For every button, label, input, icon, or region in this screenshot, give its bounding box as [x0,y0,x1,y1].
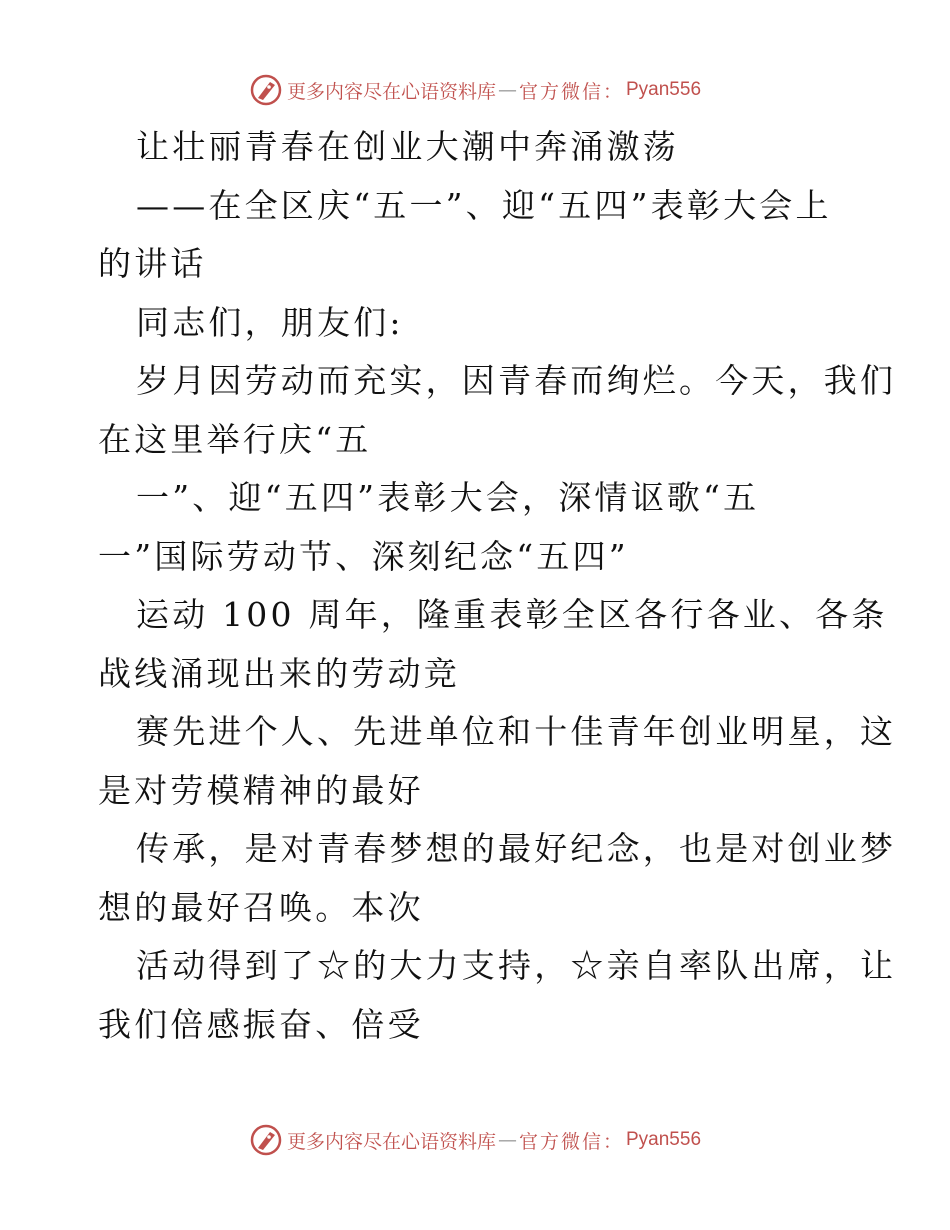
text-line: 传承，是对青春梦想的最好纪念，也是对创业梦 [136,829,897,868]
text-line: 想的最好召唤。本次 [98,887,424,927]
document-body [98,118,897,1054]
watermark-text: 更多内容尽在心语资料库 [286,80,496,103]
watermark-wechat-id: Pyan556 [626,1129,702,1150]
text-line: 同志们，朋友们: [136,302,404,342]
text-line: 是对劳模精神的最好 [98,770,424,810]
text-line: 战线涌现出来的劳动竞 [98,653,460,693]
watermark-wechat-label: 官方微信： [518,1130,624,1153]
text-line: 一”、迎“五四”表彰大会，深情讴歌“五 [136,478,760,517]
text-line: 一”国际劳动节、深刻纪念“五四” [98,536,629,576]
text-line: 运动 100 周年，隆重表彰全区各行各业、各条 [136,595,888,634]
text-line: 赛先进个人、先进单位和十佳青年创业明星，这 [136,712,897,751]
footer-watermark [0,1120,950,1160]
watermark-wechat-id: Pyan556 [626,79,702,100]
header-watermark [0,70,950,110]
text-line: 岁月因劳动而充实，因青春而绚烂。今天，我们 [136,361,897,400]
watermark-text: 更多内容尽在心语资料库 [286,1130,496,1153]
pen-nib-icon [249,73,283,107]
watermark-separator: — [497,1129,517,1151]
watermark-separator: — [497,79,517,101]
text-line: ——在全区庆“五一”、迎“五四”表彰大会上 [136,185,832,225]
text-line: 让壮丽青春在创业大潮中奔涌激荡 [136,127,679,166]
text-line: 活动得到了☆的大力支持，☆亲自率队出席，让 [136,946,897,985]
watermark-wechat-label: 官方微信： [518,80,624,103]
text-line: 我们倍感振奋、倍受 [98,1004,424,1044]
pen-nib-icon [249,1123,283,1157]
text-line: 的讲话 [98,244,207,283]
text-line: 在这里举行庆“五 [98,419,372,459]
